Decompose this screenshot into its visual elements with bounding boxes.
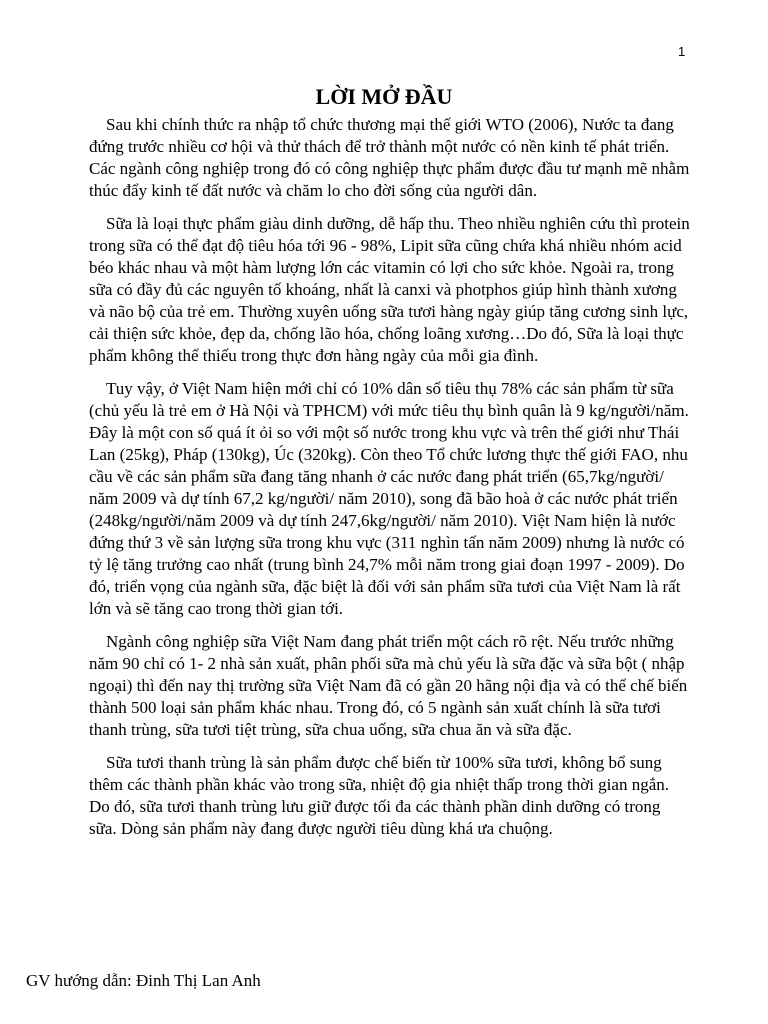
paragraph-pasteurized-milk: Sữa tươi thanh trùng là sản phẩm được chế biến từ 100% sữa tươi, không bổ sung thêm các thành phần khác vào trong sữa, nhiệt độ gia nhiệt thấp trong thời gian ngắn. Do đó, sữa tươi thanh trùng lưu giữ được tối đa các thành phần dinh dưỡng có trong sữa. Dòng sản phẩm này đang được người tiêu dùng khá ưa chuộng. (89, 753, 669, 838)
document-body (89, 114, 691, 851)
paragraph-intro: Sau khi chính thức ra nhập tổ chức thương mại thế giới WTO (2006), Nước ta đang đứng trước nhiều cơ hội và thử thách để trở thành một nước có nền kinh tế phát triển. Các ngành công nghiệp trong đó có công nghiệp thực phẩm được đầu tư mạnh mẽ nhằm thúc đẩy kinh tế đất nước và chăm lo cho đời sống của người dân. (89, 115, 690, 200)
footer-supervisor: GV hướng dẫn: Đinh Thị Lan Anh (26, 971, 261, 990)
page-number: 1 (678, 44, 686, 59)
paragraph-milk-nutrition: Sữa là loại thực phẩm giàu dinh dưỡng, dễ hấp thu. Theo nhiều nghiên cứu thì protein trong sữa có thể đạt độ tiêu hóa tới 96 - 98%, Lipit sữa cũng chứa khá nhiều nhóm acid béo khác nhau và một hàm lượng lớn các vitamin có lợi cho sức khỏe. Ngoài ra, trong sữa có đầy đủ các nguyên tố khoáng, nhất là canxi và photphos giúp hình thành xương và não bộ của trẻ em. Thường xuyên uống sữa tươi hàng ngày giúp tăng cương sinh lực, cải thiện sức khỏe, đẹp da, chống lão hóa, chống loãng xương…Do đó, Sữa là loại thực phẩm không thể thiếu trong thực đơn hàng ngày của mỗi gia đình. (89, 214, 690, 365)
paragraph-industry-growth: Ngành công nghiệp sữa Việt Nam đang phát triển một cách rõ rệt. Nếu trước những năm 90 chỉ có 1- 2 nhà sản xuất, phân phối sữa mà chủ yếu là sữa đặc và sữa bột ( nhập ngoại) thì đến nay thị trường sữa Việt Nam đã có gần 20 hãng nội địa và có thể chế biến thành 500 loại sản phẩm khác nhau. Trong đó, có 5 ngành sản xuất chính là sữa tươi thanh trùng, sữa tươi tiệt trùng, sữa chua uống, sữa chua ăn và sữa đặc. (89, 632, 688, 739)
paragraph-consumption-stats: Tuy vậy, ở Việt Nam hiện mới chỉ có 10% dân số tiêu thụ 78% các sản phẩm từ sữa (chủ yếu là trẻ em ở Hà Nội và TPHCM) với mức tiêu thụ bình quân là 9 kg/người/năm. Đây là một con số quá ít ỏi so với một số nước trong khu vực và trên thế giới như Thái Lan (25kg), Pháp (130kg), Úc (320kg). Còn theo Tổ chức lương thực thế giới FAO, nhu cầu về các sản phẩm sữa đang tăng nhanh ở các nước đang phát triển (65,7kg/người/ năm 2009 và dự tính 67,2 kg/người/ năm 2010), song đã bão hoà ở các nước phát triển (248kg/người/năm 2009 và dự tính 247,6kg/người/ năm 2010). Việt Nam hiện là nước đứng thứ 3 về sản lượng sữa trong khu vực (311 nghìn tấn năm 2009) nhưng là nước có tỷ lệ tăng trưởng cao nhất (trung bình 24,7% mỗi năm trong giai đoạn 1997 - 2009). Do đó, triển vọng của ngành sữa, đặc biệt là đối với sản phẩm sữa tươi của Việt Nam là rất lớn và sẽ tăng cao trong thời gian tới. (89, 379, 689, 618)
page-title: LỜI MỞ ĐẦU (315, 84, 453, 109)
